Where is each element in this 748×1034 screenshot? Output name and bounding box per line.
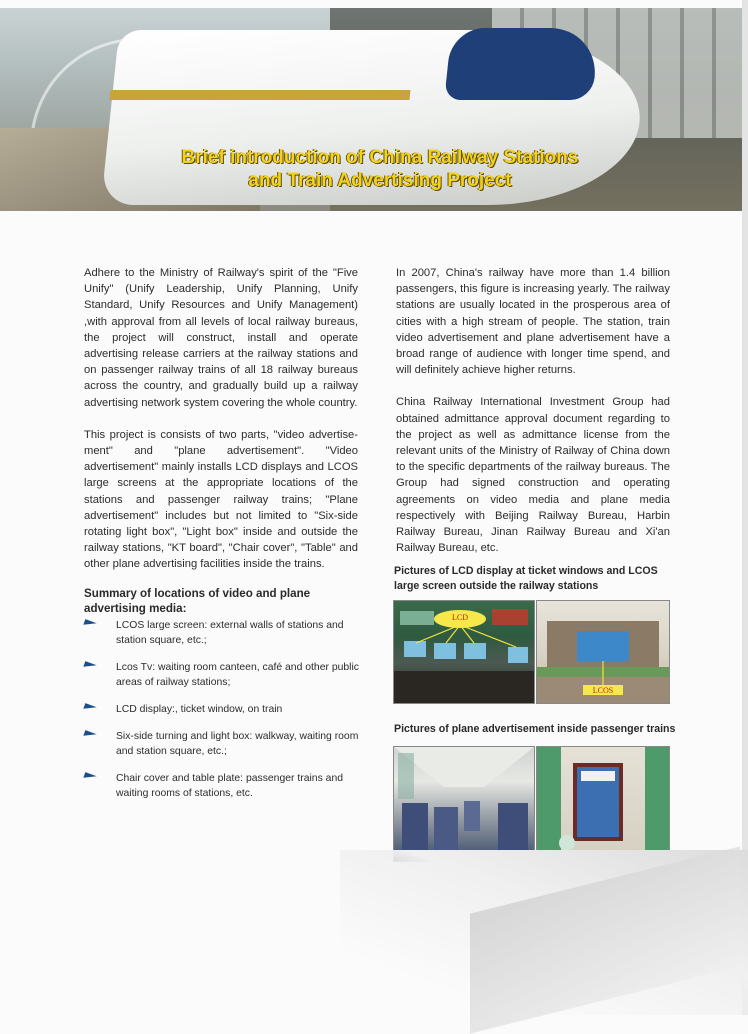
train-poster-graphic xyxy=(537,747,669,861)
list-item xyxy=(84,702,364,717)
bullet-triangle-icon xyxy=(83,772,96,782)
train-seats-graphic xyxy=(394,747,534,861)
list-item-text: LCD display:, ticket window, on train xyxy=(116,704,283,715)
list-item-text: Lcos Tv: waiting room canteen, café and other public areas of railway stations; xyxy=(116,662,359,688)
bullet-triangle-icon xyxy=(83,661,96,671)
paragraph: This project is consists of two parts, "video advertise-ment" and "plane advertisement". "Video advertisement" mainly installs LCD displays and LCOS large screens at the appropriate locations of the stations and passenger railway trains; "Plane advertisement" includes but not limited to "Six-side rotating light box", "Light box" inside and outside the railway stations, "KT board", "Chair cover", "Table" and other plane advertising facilities inside the trains. xyxy=(84,428,358,571)
list-item-text: LCOS large screen: external walls of stations and station square, etc.; xyxy=(116,620,344,646)
figure-caption-lcd: Pictures of LCD display at ticket windows and LCOS large screen outside the railway stations xyxy=(394,565,658,592)
title-line-1: Brief introduction of China Railway Stations xyxy=(181,147,579,168)
paragraph: Adhere to the Ministry of Railway's spirit of the "Five Unify" (Unify Leadership, Unify Planning, Unify Standard, Unify Resources and Unify Management) ,with approval from all levels of local railway bureaus, the project will construct, install and operate advertising release carriers at the railway stations and on passenger railway trains of all 18 railway bureaus across the country, and gradually build up a railway advertising network system covering the whole country. xyxy=(84,267,358,409)
summary-title: Summary of locations of video and plane advertising media: xyxy=(84,587,311,615)
locations-list xyxy=(84,618,364,801)
list-item-text: Six-side turning and light box: walkway, waiting room and station square, etc.; xyxy=(116,731,359,757)
list-item xyxy=(84,729,364,759)
train-poster-photo xyxy=(536,746,670,862)
train-seats-photo xyxy=(393,746,535,862)
left-column xyxy=(84,265,358,573)
figure-caption-plane: Pictures of plane advertisement inside passenger trains xyxy=(394,723,676,735)
header-banner xyxy=(0,8,742,211)
train-windshield xyxy=(444,28,600,100)
lcd-label: LCD xyxy=(452,613,468,622)
station-lcos-photo xyxy=(536,600,670,704)
paragraph: China Railway International Investment Group had obtained admittance approval document regarding to the project as well as admittance license from the relevant units of the Ministry of Railway of China down to the specific departments of the railway bureaus. The Group had signed construction and operating agreements on video media and plane media respectively with Beijing Railway Bureau, Harbin Railway Bureau, Jinan Railway Bureau and Xi'an Railway Bureau, etc. xyxy=(396,396,670,555)
paragraph: In 2007, China's railway have more than 1.4 billion passengers, this figure is increasing yearly. The railway stations are usually located in the prosperous area of cities with a high stream of people. The station, train video advertisement and plane advertisement have a broad range of audience with longer time spend, and will definitely achieve higher returns. xyxy=(396,267,670,377)
title-line-2: and Train Advertising Project xyxy=(248,170,512,191)
list-item xyxy=(84,618,364,648)
page-title xyxy=(130,146,630,192)
train-stripe xyxy=(109,90,410,100)
list-item xyxy=(84,771,364,801)
list-item-text: Chair cover and table plate: passenger trains and waiting rooms of stations, etc. xyxy=(116,773,344,799)
bullet-triangle-icon xyxy=(83,730,96,740)
lcos-label: LCOS xyxy=(592,686,614,695)
ticket-window-photo xyxy=(393,600,535,704)
bullet-triangle-icon xyxy=(83,703,96,713)
list-item xyxy=(84,660,364,690)
right-column xyxy=(396,265,670,556)
bullet-triangle-icon xyxy=(83,619,96,629)
